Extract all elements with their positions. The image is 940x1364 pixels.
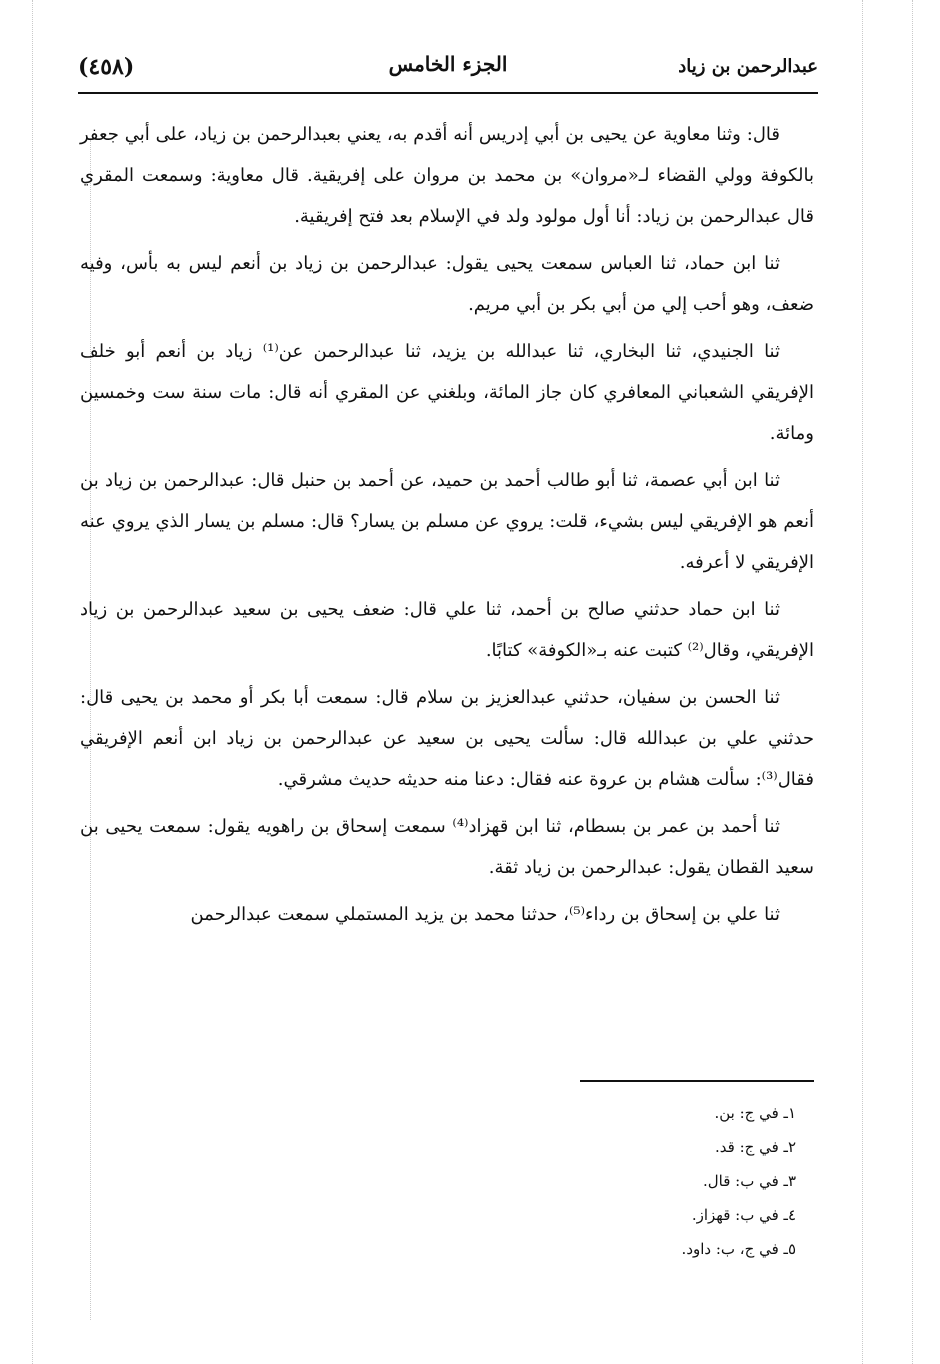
footnote-divider <box>580 1080 814 1082</box>
part-title: الجزء الخامس <box>388 52 508 76</box>
paragraph: ثنا علي بن إسحاق بن رداء⁽⁵⁾، حدثنا محمد بن يزيد المستملي سمعت عبدالرحمن <box>190 904 780 925</box>
footnote: ٥ـ في ج، ب: داود. <box>681 1240 796 1258</box>
footnote: ١ـ في ج: بن. <box>714 1104 796 1122</box>
scan-artifact-line <box>912 0 913 1364</box>
footnote: ٤ـ في ب: قهزاز. <box>691 1206 796 1224</box>
page-number: (٤٥٨) <box>78 54 135 80</box>
running-header <box>78 44 818 94</box>
scan-artifact-line <box>32 0 33 1364</box>
paragraph: ثنا أحمد بن عمر بن بسطام، ثنا ابن قهزاد⁽⁴⁾ سمعت إسحاق بن راهويه يقول: سمعت يحيى بن سعيد القطان يقول: عبدالرحمن بن زياد ثقة. <box>80 816 814 878</box>
paragraph: ثنا ابن حماد، ثنا العباس سمعت يحيى يقول: عبدالرحمن بن زياد بن أنعم ليس به بأس، وفيه ضعف، وهو أحب إلي من أبي بكر بن أبي مريم. <box>80 253 814 315</box>
footnote: ٢ـ في ج: قد. <box>715 1138 796 1156</box>
main-text <box>80 114 814 941</box>
paragraph: ثنا الجنيدي، ثنا البخاري، ثنا عبدالله بن يزيد، ثنا عبدالرحمن عن⁽¹⁾ زياد بن أنعم أبو خلف الإفريقي الشعباني المعافري كان جاز المائة، وبلغني عن المقري أنه قال: مات سنة ست وخمسين ومائة. <box>80 341 814 444</box>
scan-artifact-line <box>862 0 863 1364</box>
footnotes <box>80 1096 814 1266</box>
paragraph: قال: وثنا معاوية عن يحيى بن أبي إدريس أنه أقدم به، يعني بعبدالرحمن بن زياد، على أبي جعفر بالكوفة وولي القضاء لـ«مروان» بن محمد بن مروان على إفريقية. قال معاوية: وسمعت المقري قال عبدالرحمن بن زياد: أنا أول مولود ولد في الإسلام بعد فتح إفريقية. <box>80 124 814 227</box>
paragraph: ثنا ابن أبي عصمة، ثنا أبو طالب أحمد بن حميد، عن أحمد بن حنبل قال: عبدالرحمن بن زياد بن أنعم هو الإفريقي ليس بشيء، قلت: يروي عن مسلم بن يسار؟ قال: مسلم بن يسار الذي يروي عنه الإفريقي لا أعرفه. <box>80 470 814 573</box>
paragraph: ثنا ابن حماد حدثني صالح بن أحمد، ثنا علي قال: ضعف يحيى بن سعيد عبدالرحمن بن زياد الإفريقي، وقال⁽²⁾ كتبت عنه بـ«الكوفة» كتابًا. <box>80 599 814 661</box>
paragraph: ثنا الحسن بن سفيان، حدثني عبدالعزيز بن سلام قال: سمعت أبا بكر أو محمد بن يحيى قال: حدثني علي بن عبدالله قال: سألت يحيى بن سعيد عن عبدالرحمن بن زياد ابن أنعم الإفريقي فقال⁽³⁾: سألت هشام بن عروة عنه فقال: دعنا منه حديثه حديث مشرقي. <box>80 687 814 790</box>
subject-name: عبدالرحمن بن زياد <box>678 56 818 77</box>
footnote: ٣ـ في ب: قال. <box>702 1172 796 1190</box>
header-divider <box>78 92 818 94</box>
